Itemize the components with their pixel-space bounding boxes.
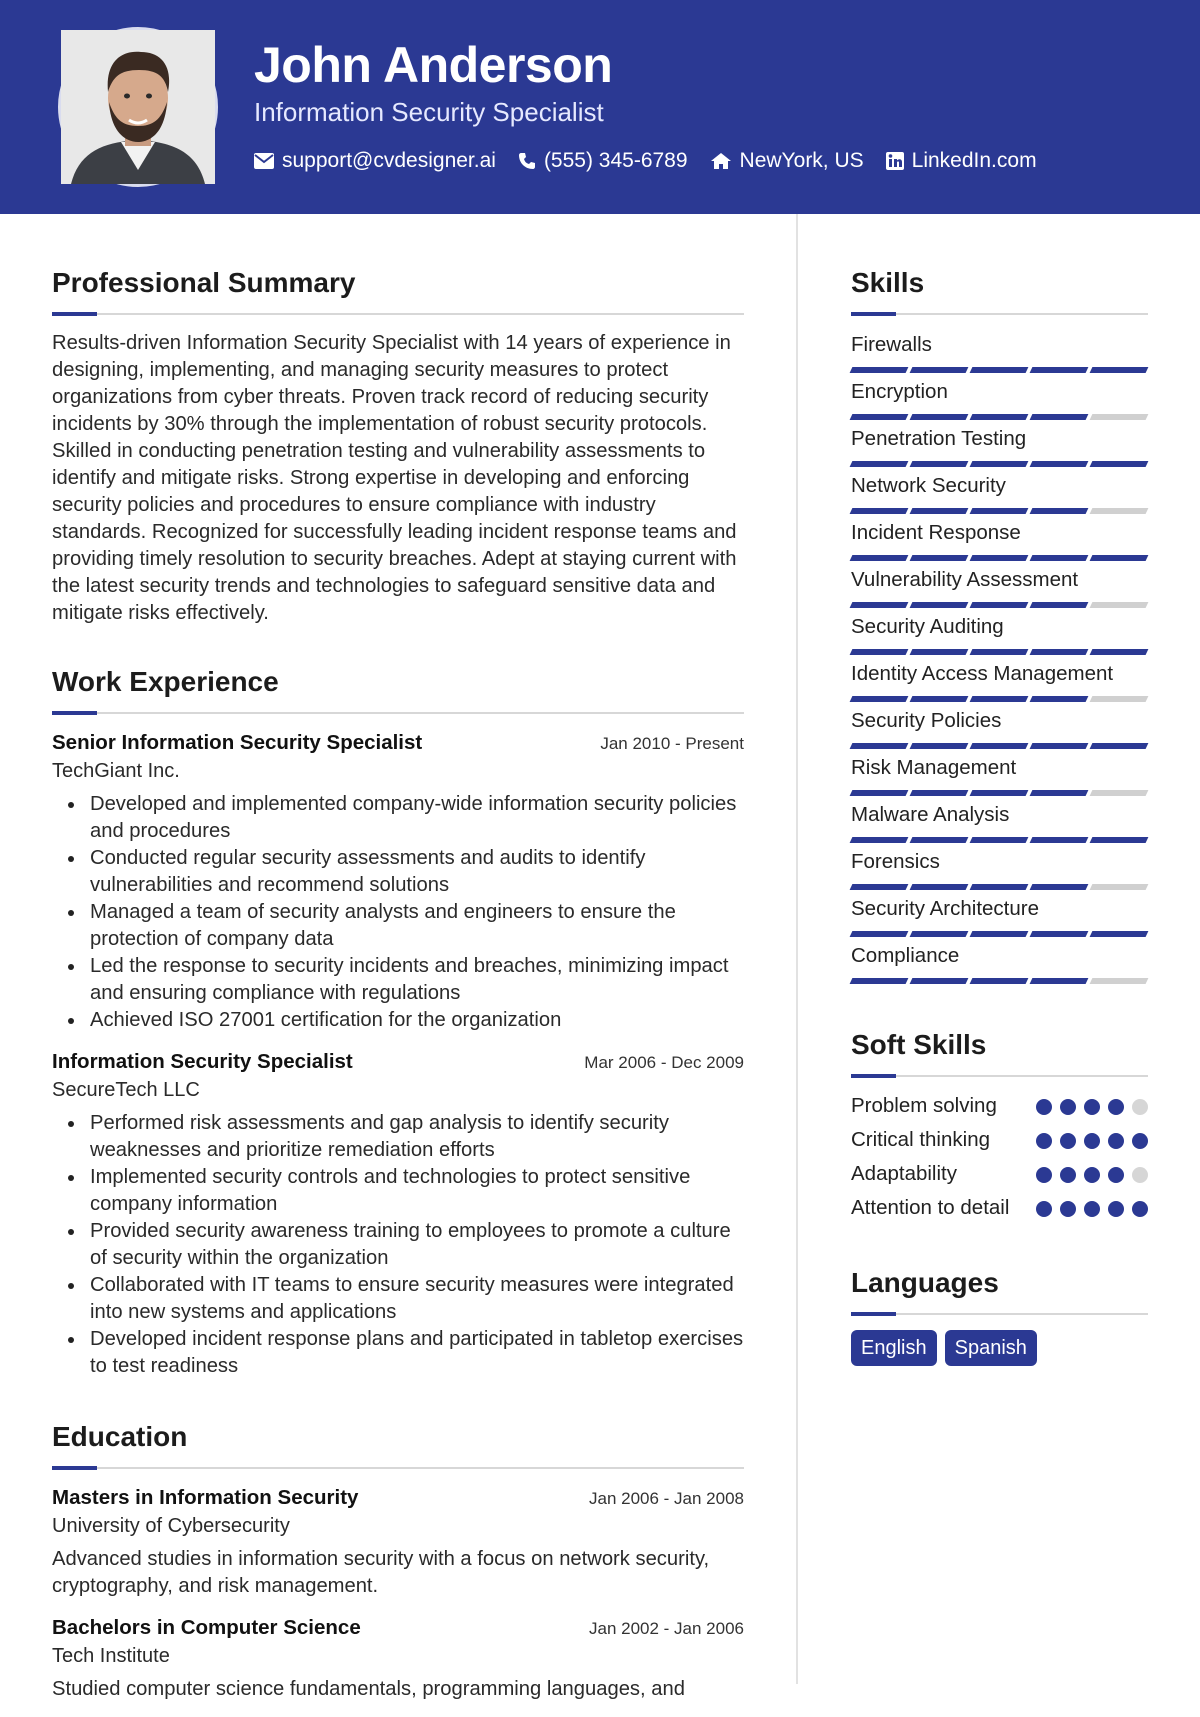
education-entry <box>52 1614 744 1703</box>
skill-item <box>851 847 1148 890</box>
skill-bar-empty <box>1090 414 1149 420</box>
rating-dot-filled <box>1108 1201 1124 1217</box>
skill-bar-filled <box>910 743 969 749</box>
skill-bar-filled <box>970 649 1029 655</box>
language-chip: Spanish <box>945 1330 1037 1366</box>
list-item: Achieved ISO 27001 certification for the organization <box>90 1007 744 1034</box>
skill-bar-filled <box>910 837 969 843</box>
soft-skill-rating <box>1036 1133 1148 1149</box>
skill-name: Security Auditing <box>851 615 1004 638</box>
section-rule <box>851 312 1148 316</box>
skill-item <box>851 894 1148 937</box>
contact-phone[interactable] <box>518 146 688 176</box>
rating-dot-filled <box>1060 1099 1076 1115</box>
skill-bar-filled <box>1090 461 1149 467</box>
skill-bar-filled <box>910 508 969 514</box>
skill-name: Malware Analysis <box>851 803 1010 826</box>
skill-bar-filled <box>1030 837 1089 843</box>
skill-bar-filled <box>850 931 909 937</box>
skill-bar-filled <box>1030 414 1089 420</box>
skill-bar-filled <box>1030 555 1089 561</box>
contact-location-text: NewYork, US <box>739 149 864 172</box>
soft-skill-item <box>851 1160 1148 1188</box>
skills-list <box>851 330 1148 984</box>
skill-bar-filled <box>910 978 969 984</box>
skill-name: Identity Access Management <box>851 662 1114 685</box>
skill-level-bars <box>851 790 1148 796</box>
languages-section <box>851 1262 1148 1366</box>
skill-bar-filled <box>910 367 969 373</box>
linkedin-icon <box>886 152 904 170</box>
skill-bar-filled <box>850 414 909 420</box>
skill-bar-filled <box>970 978 1029 984</box>
skill-bar-filled <box>970 602 1029 608</box>
skill-bar-filled <box>910 649 969 655</box>
soft-skills-section <box>851 1024 1148 1222</box>
section-title-summary: Professional Summary <box>52 267 356 298</box>
skill-item <box>851 330 1148 373</box>
column-divider <box>796 214 798 1684</box>
skill-bar-filled <box>850 743 909 749</box>
rating-dot-filled <box>1060 1133 1076 1149</box>
skill-level-bars <box>851 978 1148 984</box>
section-rule <box>52 1466 744 1470</box>
skills-section <box>851 262 1148 984</box>
skill-bar-filled <box>850 790 909 796</box>
skill-item <box>851 424 1148 467</box>
skill-bar-filled <box>910 602 969 608</box>
skill-bar-filled <box>970 696 1029 702</box>
skill-bar-filled <box>970 555 1029 561</box>
job-bullets <box>90 791 744 1034</box>
list-item: Managed a team of security analysts and engineers to ensure the protection of company data <box>90 899 744 953</box>
soft-skill-name: Problem solving <box>851 1094 997 1117</box>
skill-level-bars <box>851 931 1148 937</box>
skill-level-bars <box>851 837 1148 843</box>
skill-item <box>851 518 1148 561</box>
soft-skill-name: Adaptability <box>851 1162 957 1185</box>
skill-name: Incident Response <box>851 521 1021 544</box>
skill-item <box>851 377 1148 420</box>
list-item: Provided security awareness training to employees to promote a culture of security within the organization <box>90 1218 744 1272</box>
phone-icon <box>518 152 536 170</box>
skill-item <box>851 753 1148 796</box>
education-description: Advanced studies in information security with a focus on network security, cryptography, and risk management. <box>52 1548 710 1597</box>
skill-item <box>851 941 1148 984</box>
skill-level-bars <box>851 602 1148 608</box>
skill-bar-filled <box>1090 837 1149 843</box>
skill-item <box>851 565 1148 608</box>
skill-level-bars <box>851 508 1148 514</box>
skill-name: Vulnerability Assessment <box>851 568 1079 591</box>
rating-dot-filled <box>1036 1167 1052 1183</box>
contact-phone-text: (555) 345-6789 <box>543 149 688 172</box>
languages-list <box>851 1330 1148 1366</box>
job-dates: Jan 2010 - Present <box>600 734 744 753</box>
skill-bar-filled <box>850 978 909 984</box>
skill-bar-filled <box>910 461 969 467</box>
contact-email-text: support@cvdesigner.ai <box>282 149 496 172</box>
rating-dot-filled <box>1060 1167 1076 1183</box>
skill-level-bars <box>851 884 1148 890</box>
soft-skill-name: Attention to detail <box>851 1196 1010 1219</box>
skill-bar-filled <box>970 461 1029 467</box>
skill-bar-filled <box>1030 931 1089 937</box>
candidate-name: John Anderson <box>254 37 613 93</box>
skill-level-bars <box>851 461 1148 467</box>
skill-bar-filled <box>1030 790 1089 796</box>
skill-bar-filled <box>970 508 1029 514</box>
skill-bar-filled <box>1030 461 1089 467</box>
skill-bar-filled <box>1090 649 1149 655</box>
skill-bar-empty <box>1090 696 1149 702</box>
skill-bar-filled <box>1030 743 1089 749</box>
skill-name: Encryption <box>851 380 948 403</box>
list-item: Conducted regular security assessments and audits to identify vulnerabilities and recommend solutions <box>90 845 744 899</box>
skill-item <box>851 612 1148 655</box>
skill-name: Security Architecture <box>851 897 1039 920</box>
section-title-skills: Skills <box>851 267 925 298</box>
skill-name: Penetration Testing <box>851 427 1027 450</box>
skill-level-bars <box>851 743 1148 749</box>
language-chip: English <box>851 1330 937 1366</box>
list-item: Developed incident response plans and participated in tabletop exercises to test readiness <box>90 1326 744 1380</box>
rating-dot-filled <box>1084 1201 1100 1217</box>
skill-name: Network Security <box>851 474 1006 497</box>
sidebar-column <box>851 262 1148 1366</box>
rating-dot-filled <box>1108 1099 1124 1115</box>
section-title-soft-skills: Soft Skills <box>851 1029 987 1060</box>
section-title-languages: Languages <box>851 1267 999 1298</box>
skill-bar-filled <box>970 884 1029 890</box>
skill-name: Forensics <box>851 850 940 873</box>
skill-name: Firewalls <box>851 333 932 356</box>
contact-linkedin[interactable] <box>886 146 1037 176</box>
skill-bar-filled <box>910 931 969 937</box>
skill-bar-empty <box>1090 978 1149 984</box>
job-entry <box>52 729 744 1034</box>
skill-bar-filled <box>1090 931 1149 937</box>
skill-bar-filled <box>850 602 909 608</box>
skill-bar-filled <box>850 508 909 514</box>
contact-location <box>710 146 864 176</box>
skill-level-bars <box>851 696 1148 702</box>
skill-bar-filled <box>910 555 969 561</box>
skill-name: Security Policies <box>851 709 1002 732</box>
job-title: Senior Information Security Specialist <box>52 731 423 754</box>
soft-skill-name: Critical thinking <box>851 1128 990 1151</box>
skill-level-bars <box>851 414 1148 420</box>
skill-item <box>851 659 1148 702</box>
skill-bar-empty <box>1090 790 1149 796</box>
skill-bar-filled <box>1090 743 1149 749</box>
job-entry <box>52 1048 744 1380</box>
soft-skill-item <box>851 1126 1148 1154</box>
rating-dot-filled <box>1036 1201 1052 1217</box>
soft-skill-rating <box>1036 1167 1148 1183</box>
skill-bar-filled <box>1030 367 1089 373</box>
degree-title: Masters in Information Security <box>52 1486 359 1509</box>
job-company: SecureTech LLC <box>52 1079 200 1101</box>
skill-bar-filled <box>1030 602 1089 608</box>
soft-skill-item <box>851 1092 1148 1120</box>
skill-bar-filled <box>850 367 909 373</box>
section-rule <box>851 1074 1148 1078</box>
summary-text: Results-driven Information Security Specialist with 14 years of experience in designing, implementing, and managing security measures to protect organizations from cyber threats. Proven track record of reducing security incidents by 30% through the implementation of robust security protocols. Skilled in conducting penetration testing and vulnerability assessments to identify and mitigate risks. Strong expertise in developing and enforcing security policies and procedures to ensure compliance with industry standards. Recognized for successfully leading incident response teams and providing timely resolution to security breaches. Adept at staying current with the latest security trends and technologies to safeguard sensitive data and mitigate risks effectively. <box>52 332 737 624</box>
rating-dot-filled <box>1084 1133 1100 1149</box>
soft-skills-list <box>851 1092 1148 1222</box>
skill-bar-filled <box>1090 555 1149 561</box>
skill-bar-filled <box>910 696 969 702</box>
skill-bar-filled <box>850 696 909 702</box>
education-entry <box>52 1484 744 1600</box>
education-dates: Jan 2006 - Jan 2008 <box>588 1489 744 1508</box>
skill-level-bars <box>851 367 1148 373</box>
soft-skill-item <box>851 1194 1148 1222</box>
skill-bar-filled <box>1030 884 1089 890</box>
section-title-education: Education <box>52 1421 188 1452</box>
section-title-experience: Work Experience <box>52 666 279 697</box>
summary-section <box>52 262 744 627</box>
main-column <box>52 262 744 1717</box>
school-name: University of Cybersecurity <box>52 1515 290 1537</box>
list-item: Developed and implemented company-wide information security policies and procedures <box>90 791 744 845</box>
skill-bar-filled <box>1090 367 1149 373</box>
job-dates: Mar 2006 - Dec 2009 <box>584 1053 744 1072</box>
skill-bar-filled <box>1030 508 1089 514</box>
skill-bar-filled <box>910 414 969 420</box>
skill-level-bars <box>851 649 1148 655</box>
skill-bar-filled <box>850 884 909 890</box>
skill-bar-filled <box>970 931 1029 937</box>
list-item: Performed risk assessments and gap analysis to identify security weaknesses and prioritize remediation efforts <box>90 1110 744 1164</box>
skill-bar-filled <box>910 790 969 796</box>
job-company: TechGiant Inc. <box>52 760 180 782</box>
skill-item <box>851 471 1148 514</box>
soft-skill-rating <box>1036 1099 1148 1115</box>
list-item: Led the response to security incidents and breaches, minimizing impact and ensuring compliance with regulations <box>90 953 744 1007</box>
skill-bar-filled <box>1030 649 1089 655</box>
skill-bar-filled <box>1030 696 1089 702</box>
rating-dot-filled <box>1108 1167 1124 1183</box>
rating-dot-empty <box>1132 1099 1148 1115</box>
envelope-icon <box>254 153 274 169</box>
section-rule <box>851 1312 1148 1316</box>
list-item: Implemented security controls and technologies to protect sensitive company information <box>90 1164 744 1218</box>
skill-item <box>851 800 1148 843</box>
contact-email[interactable] <box>254 146 496 176</box>
soft-skill-rating <box>1036 1201 1148 1217</box>
profile-photo <box>58 27 218 187</box>
skill-level-bars <box>851 555 1148 561</box>
contact-linkedin-text: LinkedIn.com <box>911 149 1037 172</box>
skill-name: Risk Management <box>851 756 1017 779</box>
rating-dot-empty <box>1132 1167 1148 1183</box>
candidate-title: Information Security Specialist <box>254 97 604 127</box>
rating-dot-filled <box>1108 1133 1124 1149</box>
skill-bar-filled <box>910 884 969 890</box>
skill-bar-empty <box>1090 602 1149 608</box>
skill-bar-filled <box>850 461 909 467</box>
skill-bar-filled <box>970 414 1029 420</box>
rating-dot-filled <box>1132 1133 1148 1149</box>
degree-title: Bachelors in Computer Science <box>52 1616 361 1639</box>
skill-bar-filled <box>850 555 909 561</box>
job-bullets <box>90 1110 744 1380</box>
rating-dot-filled <box>1036 1133 1052 1149</box>
education-description: Studied computer science fundamentals, programming languages, and <box>52 1678 685 1700</box>
rating-dot-filled <box>1132 1201 1148 1217</box>
skill-bar-filled <box>970 743 1029 749</box>
rating-dot-filled <box>1084 1167 1100 1183</box>
school-name: Tech Institute <box>52 1645 170 1667</box>
skill-item <box>851 706 1148 749</box>
job-title: Information Security Specialist <box>52 1050 353 1073</box>
skill-name: Compliance <box>851 944 960 967</box>
skill-bar-filled <box>850 649 909 655</box>
skill-bar-filled <box>970 837 1029 843</box>
skill-bar-filled <box>850 837 909 843</box>
section-rule <box>52 312 744 316</box>
person-portrait-icon <box>61 30 215 184</box>
skill-bar-empty <box>1090 508 1149 514</box>
rating-dot-filled <box>1036 1099 1052 1115</box>
header <box>0 0 1200 214</box>
skill-bar-filled <box>970 367 1029 373</box>
rating-dot-filled <box>1084 1099 1100 1115</box>
experience-section <box>52 661 744 1380</box>
contact-bar <box>254 146 1037 176</box>
education-section <box>52 1416 744 1703</box>
skill-bar-filled <box>1030 978 1089 984</box>
rating-dot-filled <box>1060 1201 1076 1217</box>
education-dates: Jan 2002 - Jan 2006 <box>588 1619 744 1638</box>
skill-bar-filled <box>970 790 1029 796</box>
home-icon <box>710 152 732 170</box>
section-rule <box>52 711 744 715</box>
list-item: Collaborated with IT teams to ensure security measures were integrated into new systems and applications <box>90 1272 744 1326</box>
skill-bar-empty <box>1090 884 1149 890</box>
